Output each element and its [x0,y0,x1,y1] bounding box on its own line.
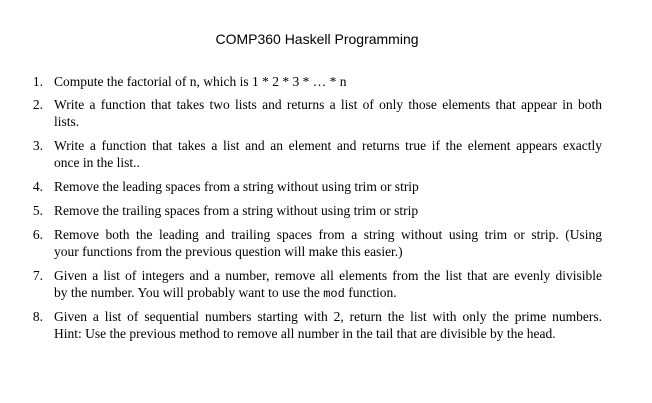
item-line-text: function. [344,285,397,300]
item-line: Write a function that takes a list and an element and returns true if the element appears exactly [54,138,602,153]
item-line: Remove the leading spaces from a string without using trim or strip [54,179,419,194]
item-number: 4. [32,179,43,194]
item-number: 3. [32,138,43,153]
item-text [54,226,602,260]
item-text [54,137,602,171]
item-line: Write a function that takes two lists and returns a list of only those elements that appear in both [54,97,602,112]
item-line: Given a list of integers and a number, remove all elements from the list that are evenly divisible [54,268,602,283]
item-number: 6. [32,227,43,242]
item-line-text: by the number. You will probably want to use the [54,285,324,300]
item-line: Given a list of sequential numbers starting with 2, return the list with only the prime numbers. [54,309,602,324]
item-line: once in the list.. [54,155,140,170]
item-number: 2. [32,97,43,112]
item-line [54,284,602,303]
item-text [54,202,602,219]
item-text [54,178,602,195]
item-text [54,73,602,90]
mod-code: mod [323,287,345,301]
item-text [54,267,602,303]
item-line: lists. [54,114,80,129]
item-number: 7. [32,268,43,283]
item-line: your functions from the previous question will make this easier.) [54,244,403,259]
item-text [54,308,602,342]
item-number: 1. [32,74,43,89]
document-title: COMP360 Haskell Programming [215,31,419,47]
item-line: Compute the factorial of n, which is 1 * 2 * 3 * … * n [54,74,347,89]
item-line: Remove both the leading and trailing spaces from a string without using trim or strip. (Using [54,227,602,242]
item-line: Hint: Use the previous method to remove all number in the tail that are divisible by the head. [54,326,556,341]
item-number: 8. [32,309,43,324]
item-line: Remove the trailing spaces from a string without using trim or strip [54,203,419,218]
item-number: 5. [32,203,43,218]
item-text [54,96,602,130]
